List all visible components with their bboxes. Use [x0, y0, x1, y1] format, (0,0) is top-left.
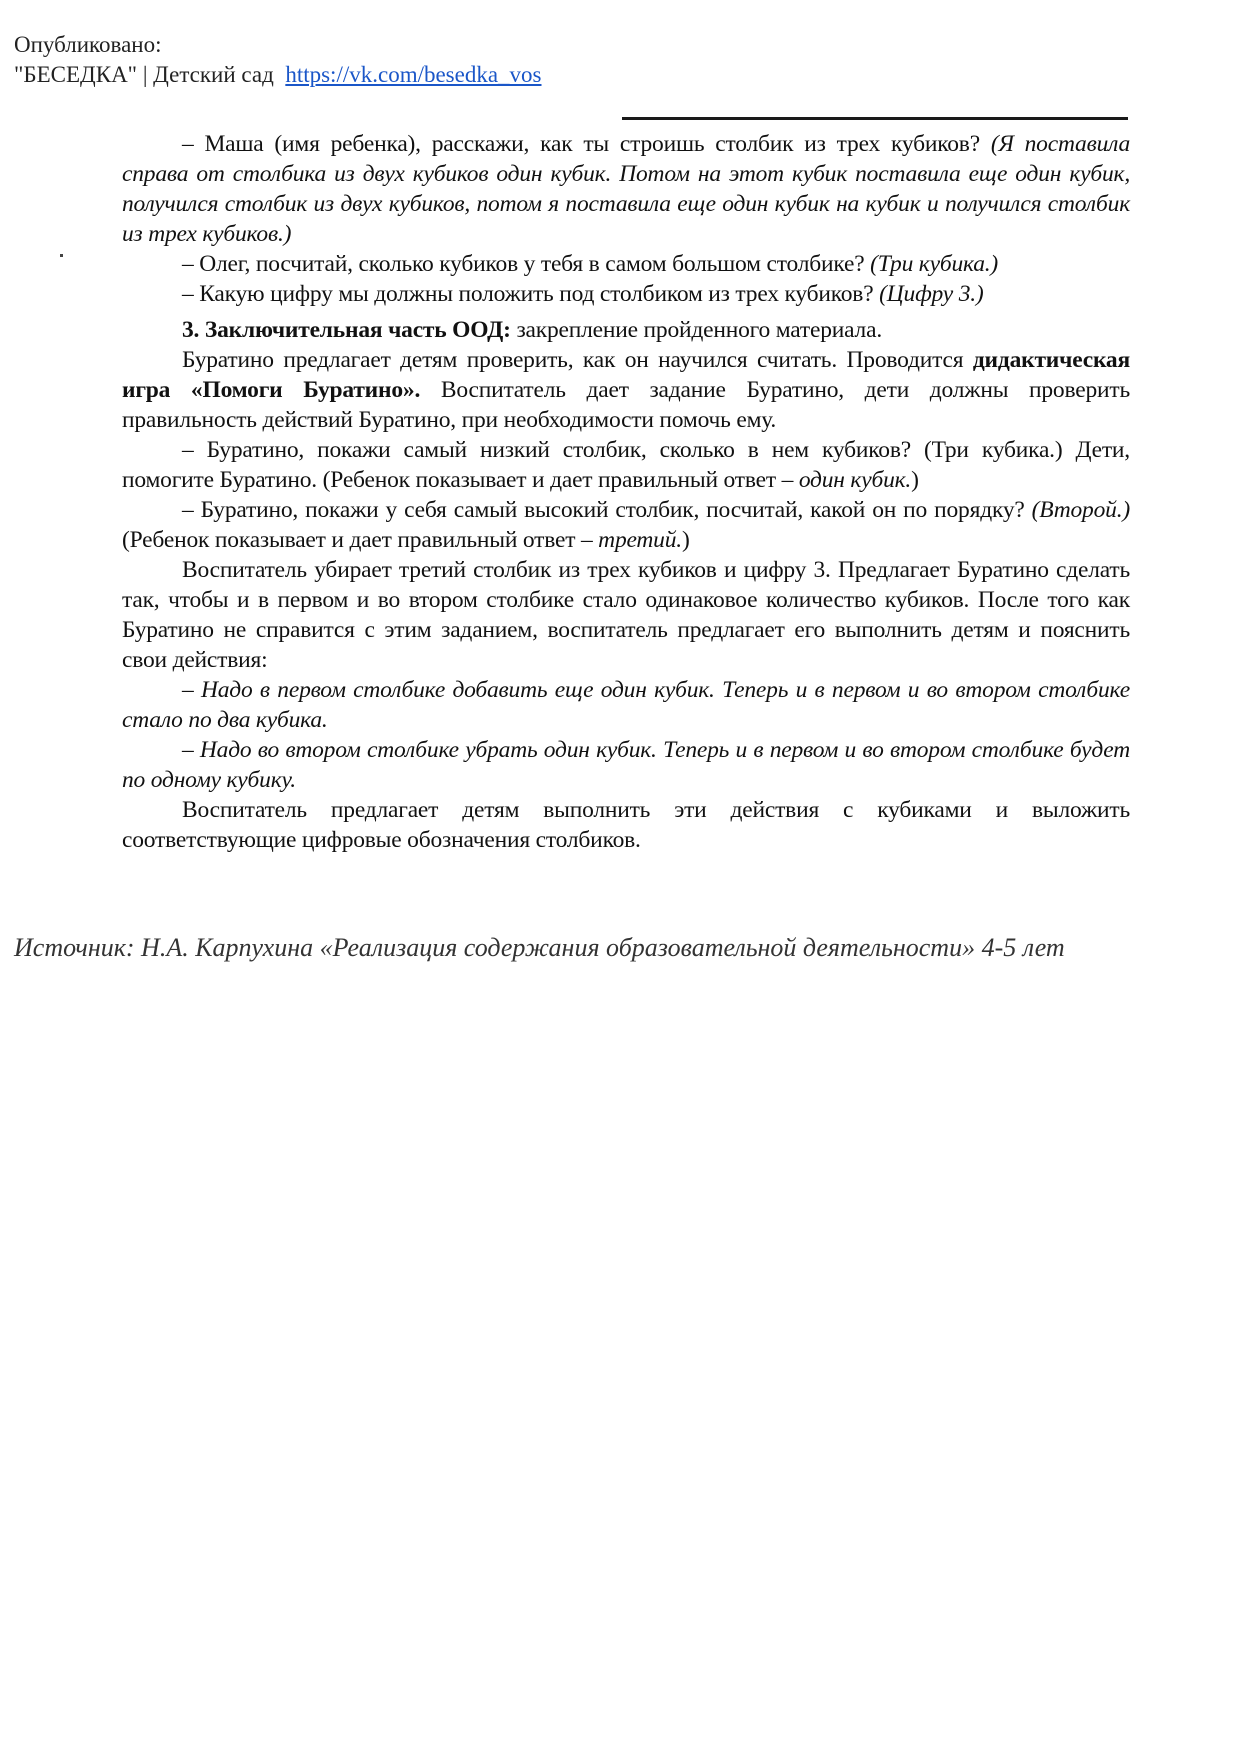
answer-italic: (Цифру 3.): [879, 281, 984, 307]
answer-italic: (Три кубика.): [870, 251, 999, 277]
paragraph-question-1: – Буратино, покажи самый низкий столбик, сколько в нем кубиков? (Три кубика.) Дети, помогите Буратино. (Ребенок показывает и дает правильный ответ – один кубик.): [122, 437, 1130, 493]
publisher-name: "БЕСЕДКА" | Детский сад: [14, 62, 274, 87]
publication-header: [14, 30, 542, 90]
scan-speck: [60, 254, 63, 257]
section-heading: 3. Заключительная часть ООД: закрепление пройденного материала.: [182, 317, 882, 343]
paragraph-conclusion: Воспитатель предлагает детям выполнить эти действия с кубиками и выложить соответствующие цифровые обозначения столбиков.: [122, 797, 1130, 853]
paragraph-task: Воспитатель убирает третий столбик из трех кубиков и цифру 3. Предлагает Буратино сделать так, чтобы и в первом и во втором столбике стало одинаковое количество кубиков. После того как Буратино не справится с этим заданием, воспитатель предлагает его выполнить детям и пояснить свои действия:: [122, 557, 1130, 673]
top-rule: [622, 117, 1128, 120]
vk-link[interactable]: https://vk.com/besedka_vos: [285, 62, 542, 87]
paragraph-game-intro: Буратино предлагает детям проверить, как он научился считать. Проводится дидактическая игра «Помоги Буратино». Воспитатель дает задание Буратино, дети должны проверить правильность действий Буратино, при необходимости помочь ему.: [122, 347, 1130, 433]
paragraph-dialog-2: – Олег, посчитай, сколько кубиков у тебя в самом большом столбике? (Три кубика.): [182, 251, 999, 277]
source-citation: Источник: Н.А. Карпухина «Реализация содержания образовательной деятельности» 4-5 лет: [14, 933, 1065, 962]
paragraph-answer-1: – Надо в первом столбике добавить еще один кубик. Теперь и в первом и во втором столбике стало по два кубика.: [122, 677, 1130, 733]
publisher-line: [14, 60, 542, 90]
paragraph-dialog-1: – Маша (имя ребенка), расскажи, как ты строишь столбик из трех кубиков? (Я поставила справа от столбика из двух кубиков один кубик. Потом на этот кубик поставила еще один кубик, получился столбик из двух кубиков, потом я поставила еще один кубик на кубик и получился столбик из трех кубиков.): [122, 131, 1131, 247]
document-body: [122, 129, 1130, 855]
paragraph-dialog-3: – Какую цифру мы должны положить под столбиком из трех кубиков? (Цифру 3.): [182, 281, 984, 307]
paragraph-answer-2: – Надо во втором столбике убрать один кубик. Теперь и в первом и во втором столбике будет по одному кубику.: [122, 737, 1130, 793]
game-title: дидактическая игра «Помоги Буратино».: [122, 347, 1130, 403]
paragraph-question-2: – Буратино, покажи у себя самый высокий столбик, посчитай, какой он по порядку? (Второй.) (Ребенок показывает и дает правильный ответ – третий.): [122, 497, 1130, 553]
answer-italic: (Я поставила справа от столбика из двух кубиков один кубик. Потом на этот кубик поставила еще один кубик, получился столбик из двух кубиков, потом я поставила еще один кубик на кубик и получился столбик из трех кубиков.): [122, 131, 1131, 247]
published-label: Опубликовано:: [14, 32, 162, 57]
